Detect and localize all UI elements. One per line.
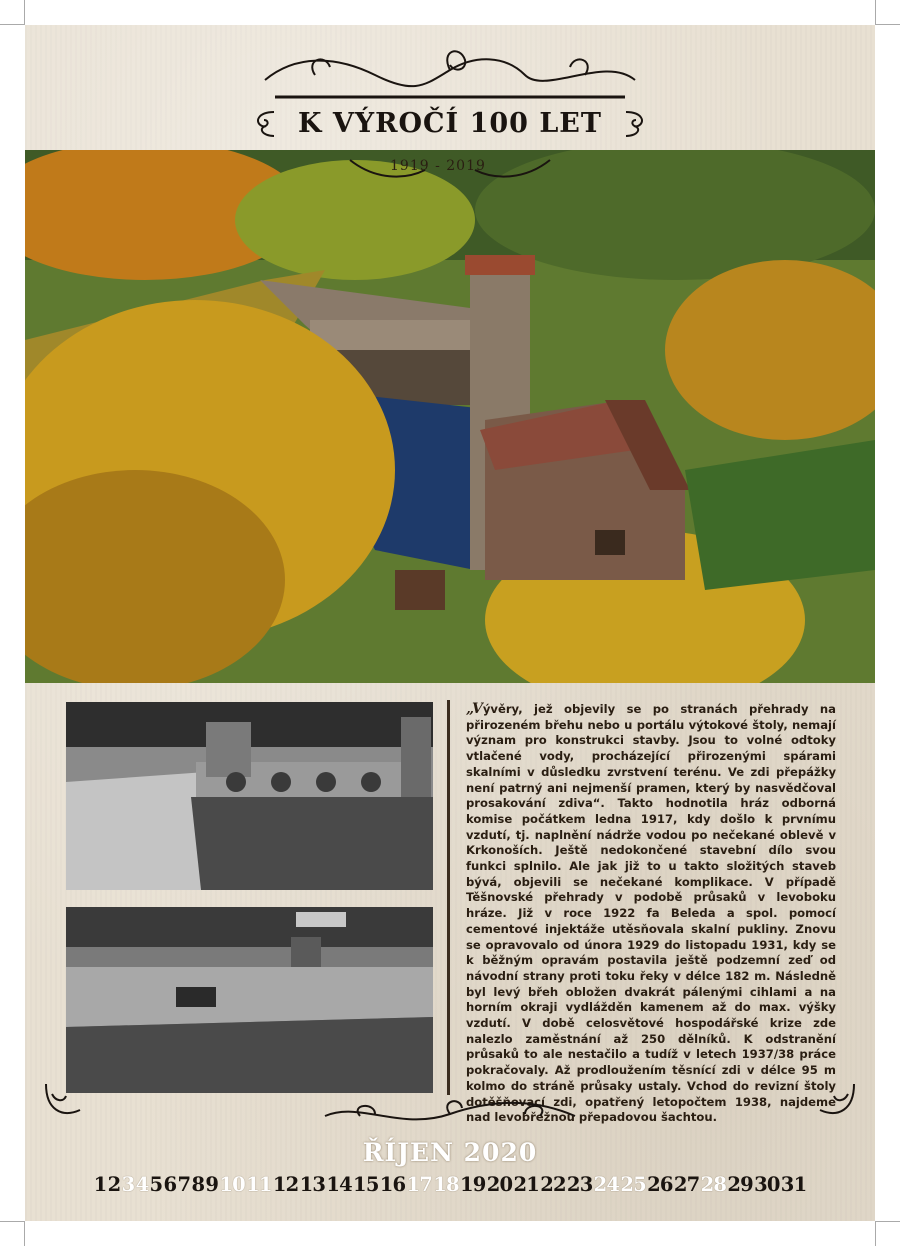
historical-photo-construction <box>66 907 433 1093</box>
calendar-day: 6 <box>163 1173 177 1196</box>
calendar-day: 19 <box>459 1173 486 1196</box>
calendar-day: 5 <box>149 1173 163 1196</box>
calendar-day: 2 <box>107 1173 121 1196</box>
calendar-day: 29 <box>727 1173 753 1196</box>
column-divider <box>447 700 450 1095</box>
hero-photo <box>25 150 875 683</box>
footer-flourish-icon <box>320 1096 580 1136</box>
calendar-day: 17 <box>406 1173 433 1196</box>
calendar-day: 16 <box>379 1173 406 1196</box>
calendar-day: 14 <box>326 1173 352 1196</box>
article-lead: „V <box>466 701 483 717</box>
calendar-day: 27 <box>673 1173 700 1196</box>
scroll-ornament-icon <box>620 108 652 140</box>
header-flourish-icon <box>255 35 645 105</box>
calendar-day: 23 <box>566 1173 593 1196</box>
crop-mark <box>0 1221 25 1246</box>
crop-mark <box>0 0 25 25</box>
construction-bw-image <box>66 907 433 1093</box>
calendar-day: 30 <box>754 1173 780 1196</box>
calendar-day: 11 <box>246 1173 272 1196</box>
calendar-day: 1 <box>93 1173 107 1196</box>
historical-photo-dam <box>66 702 433 890</box>
calendar-day: 18 <box>433 1173 459 1196</box>
dam-landscape-image <box>25 150 875 683</box>
calendar-day: 28 <box>700 1173 727 1196</box>
calendar-day: 9 <box>205 1173 219 1196</box>
calendar-day: 13 <box>299 1173 326 1196</box>
corner-flourish-icon <box>42 1080 84 1122</box>
crop-mark <box>875 1221 900 1246</box>
corner-flourish-icon <box>816 1080 858 1122</box>
calendar-month: ŘÍJEN 2020 <box>362 1138 538 1167</box>
calendar-day: 3 <box>121 1173 135 1196</box>
article-text <box>466 702 836 1126</box>
calendar-day: 31 <box>780 1173 807 1196</box>
page-title: K VÝROČÍ 100 LET <box>298 108 602 139</box>
calendar-day: 12 <box>272 1173 299 1196</box>
dam-bw-image <box>66 702 433 890</box>
calendar-day: 22 <box>540 1173 566 1196</box>
calendar-day: 15 <box>353 1173 379 1196</box>
anniversary-years: 1919 - 2019 <box>390 158 486 174</box>
calendar-day: 26 <box>647 1173 673 1196</box>
crop-mark <box>875 0 900 25</box>
calendar-day: 7 <box>177 1173 191 1196</box>
article-body: ývěry, jež objevily se po stranách přehrady na přirozeném břehu nebo u portálu výtokové štoly, nemají význam pro konstrukci stavby. Jsou to volné odtoky vtlačené vody, procházející přirozenými spárami skalními v důsledku zvrstvení terénu. Ve zdi přepážky není patrný ani nejmenší pramen, který by nasvědčoval prosakování zdiva“. Takto hodnotila hráz odborná komise počátkem ledna 1917, kdy došlo k prvnímu vzdutí, tj. naplnění nádrže vodou po nečekané oblevě v Krkonoších. Ještě nedokončené stavební dílo svou funkci splnilo. Ale jak již to u takto složitých staveb bývá, objevili se nečekané komplikace. V případě Těšnovské přehrady v podobě průsaků v levoboku hráze. Již v roce 1922 fa Beleda a spol. pomocí cementové injektáže utěsňovala skalní pukliny. Znovu se opravovalo od února 1929 do listopadu 1931, kdy se k běžným opravám postavila ještě podzemní zeď od návodní strany proti toku řeky v délce 182 m. Následně byl levý břeh obložen dvakrát pálenými cihlami a na horním okraji vydlážděn kamenem až do max. výšky vzdutí. V době celosvětové hospodářské krize zde nalezlo zaměstnání až 250 dělníků. K odstranění průsaků to ale nestačilo a tudíž v letech 1937/38 práce pokračovaly. Až prodloužením těsnící zdi v délce 95 m kolmo do stráně průsaky ustaly. Vchod do revizní štoly dotěšňovací zdi, opatřený letopočtem 1938, najdeme nad levobřežnou přepadovou šachtou. <box>466 702 836 1125</box>
calendar-day: 21 <box>513 1173 539 1196</box>
calendar-day: 8 <box>191 1173 205 1196</box>
calendar-day: 25 <box>620 1173 646 1196</box>
calendar-day: 4 <box>135 1173 149 1196</box>
calendar-day: 24 <box>593 1173 620 1196</box>
calendar-day: 20 <box>486 1173 513 1196</box>
calendar-days <box>0 1173 900 1196</box>
calendar-day: 10 <box>219 1173 245 1196</box>
